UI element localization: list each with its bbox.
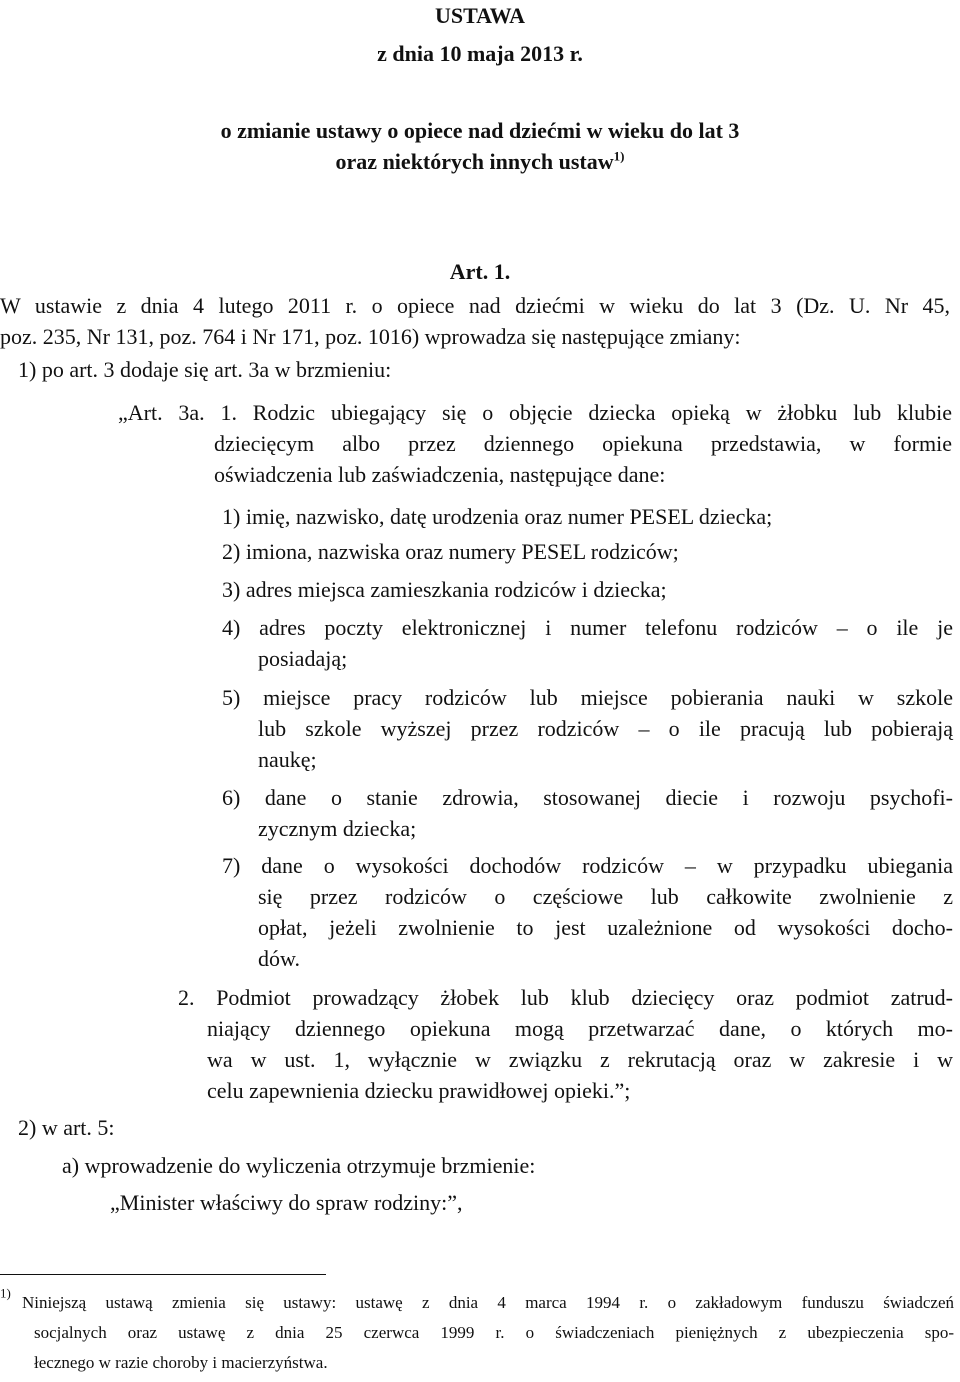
- point-2a: a) wprowadzenie do wyliczenia otrzymuje brzmienie:: [62, 1153, 536, 1178]
- list-item-7-line-1: 7) dane o wysokości dochodów rodziców – w przypadku ubiegania: [222, 853, 953, 878]
- point-1: 1) po art. 3 dodaje się art. 3a w brzmieniu:: [18, 357, 392, 382]
- list-item-2: 2) imiona, nazwiska oraz numery PESEL rodziców;: [222, 539, 679, 564]
- footnote-line-1: Niniejszą ustawą zmienia się ustawy: ustawę z dnia 4 marca 1994 r. o zakładowym funduszu świadczeń: [22, 1293, 954, 1312]
- article-intro-line-1: W ustawie z dnia 4 lutego 2011 r. o opiece nad dziećmi w wieku do lat 3 (Dz. U. Nr 45,: [0, 293, 950, 318]
- footnote-separator: [0, 1274, 326, 1275]
- list-item-4-line-2: posiadają;: [258, 646, 348, 671]
- footnote-reference: 1): [613, 148, 625, 164]
- list-item-7-line-3: opłat, jeżeli zwolnienie to jest uzależnione od wysokości docho-: [258, 915, 953, 940]
- list-item-5-line-3: naukę;: [258, 747, 317, 772]
- document-title: USTAWA: [434, 3, 526, 28]
- art3a-line-1: „Art. 3a. 1. Rodzic ubiegający się o objęcie dziecka opieką w żłobku lub klubie: [118, 400, 952, 425]
- list-item-5-line-1: 5) miejsce pracy rodziców lub miejsce pobierania nauki w szkole: [222, 685, 953, 710]
- list-item-6-line-2: zycznym dziecka;: [258, 816, 417, 841]
- footnote-line-3: łecznego w razie choroby i macierzyństwa.: [34, 1353, 328, 1372]
- list-item-7-line-4: dów.: [258, 946, 300, 971]
- para-2-line-1: 2. Podmiot prowadzący żłobek lub klub dziecięcy oraz podmiot zatrud-: [178, 985, 953, 1010]
- article-heading: Art. 1.: [449, 259, 511, 284]
- list-item-7-line-2: się przez rodziców o częściowe lub całkowite zwolnienie z: [258, 884, 953, 909]
- point-2: 2) w art. 5:: [18, 1115, 115, 1140]
- list-item-5-line-2: lub szkole wyższej przez rodziców – o ile pracują lub pobierają: [258, 716, 953, 741]
- footnote-marker-text: 1): [0, 1285, 11, 1301]
- list-item-3: 3) adres miejsca zamieszkania rodziców i dziecka;: [222, 577, 667, 602]
- list-item-1: 1) imię, nazwisko, datę urodzenia oraz numer PESEL dziecka;: [222, 504, 773, 529]
- art3a-line-3: oświadczenia lub zaświadczenia, następujące dane:: [214, 462, 666, 487]
- document-subject-line-2: [0, 146, 960, 177]
- para-2-line-2: niający dziennego opiekuna mogą przetwarzać dane, o których mo-: [207, 1016, 953, 1041]
- document-date: z dnia 10 maja 2013 r.: [377, 41, 583, 66]
- list-item-4-line-1: 4) adres poczty elektronicznej i numer telefonu rodziców – o ile je: [222, 615, 953, 640]
- footnote-marker: [0, 1286, 11, 1312]
- list-item-6-line-1: 6) dane o stanie zdrowia, stosowanej diecie i rozwoju psychofi-: [222, 785, 953, 810]
- para-2-line-3: wa w ust. 1, wyłącznie w związku z rekrutacją oraz w zakresie i w: [207, 1047, 953, 1072]
- para-2-line-4: celu zapewnienia dziecku prawidłowej opieki.”;: [207, 1078, 631, 1103]
- article-intro-line-2: poz. 235, Nr 131, poz. 764 i Nr 171, poz. 1016) wprowadza się następujące zmiany:: [0, 324, 741, 349]
- quoted-text: „Minister właściwy do spraw rodziny:”,: [110, 1190, 463, 1215]
- document-subject-line-1: o zmianie ustawy o opiece nad dziećmi w wieku do lat 3: [220, 118, 740, 143]
- art3a-line-2: dziecięcym albo przez dziennego opiekuna przedstawia, w formie: [214, 431, 952, 456]
- footnote-line-2: socjalnych oraz ustawę z dnia 25 czerwca 1999 r. o świadczeniach pieniężnych z ubezpieczenia spo-: [34, 1323, 954, 1342]
- subject-text: oraz niektórych innych ustaw: [335, 149, 614, 174]
